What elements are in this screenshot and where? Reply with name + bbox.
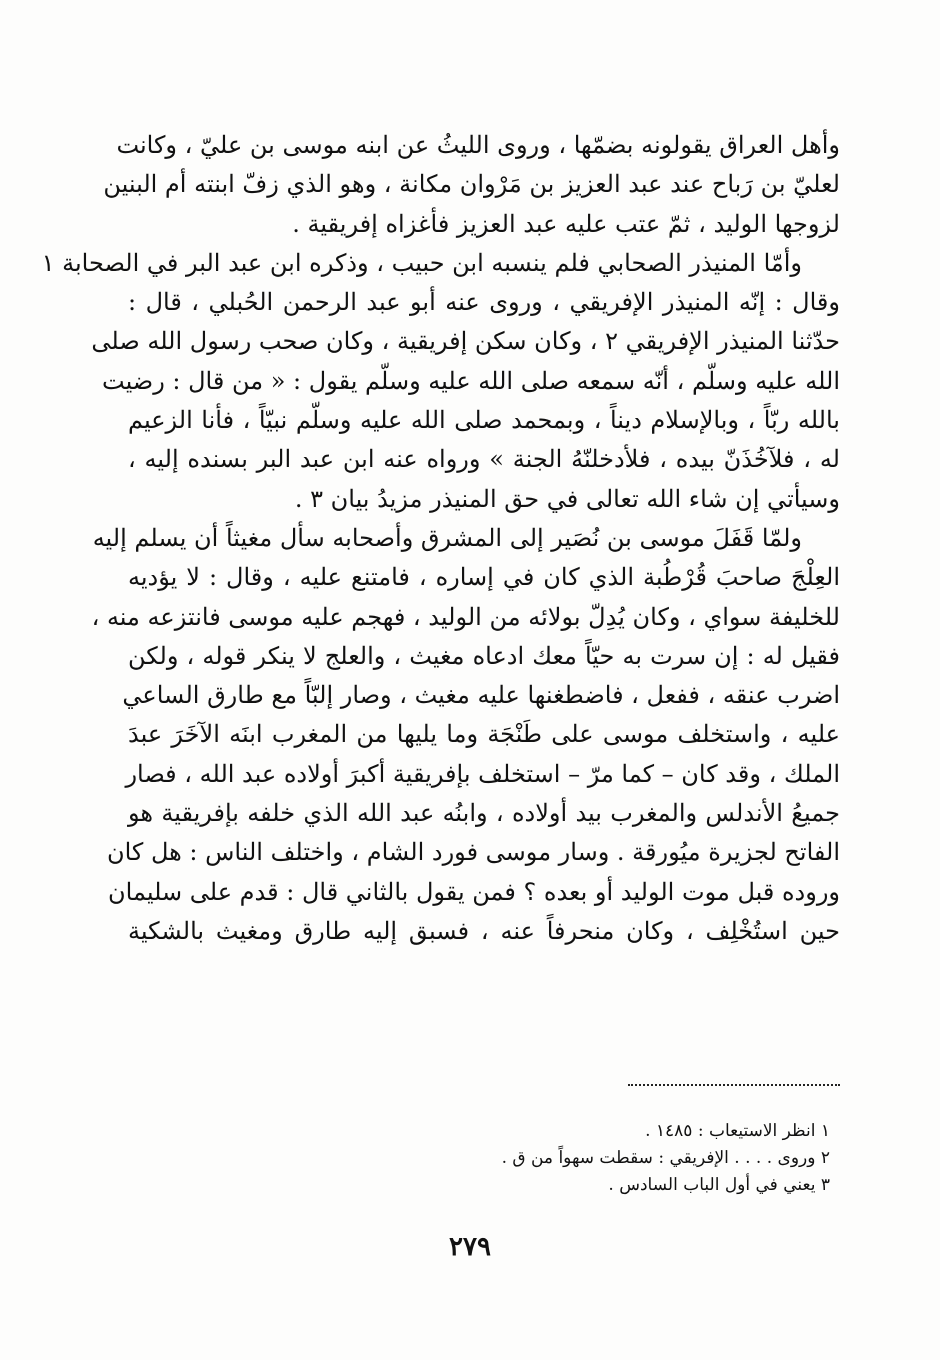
text-line: الفاتح لجزيرة ميُورقة . وسار موسى فورد الشام ، واختلف الناس : هل كان: [106, 838, 840, 867]
footnote-1: ١ انظر الاستيعاب : ١٤٨٥ .: [645, 1121, 830, 1141]
text-line: حدّثنا المنيذر الإفريقي ٢ ، وكان سكن إفريقية ، وكان صحب رسول الله صلى: [91, 327, 840, 356]
text-line: الملك ، وقد كان – كما مرّ – استخلف بإفريقية أكبرَ أولاده عبد الله ، فصار: [125, 759, 840, 788]
footnotes: [300, 1118, 830, 1199]
text-line: العِلْجَ صاحبَ قُرْطُبة الذي كان في إساره ، فامتنع عليه ، وقال : لا يؤديه: [128, 563, 840, 592]
text-line: الله عليه وسلّم ، أنّه سمعه صلى الله عليه وسلّم يقول : « من قال : رضيت: [102, 366, 840, 395]
text-line: اضرب عنقه ، ففعل ، فاضطغنها عليه مغيث ، وصار إلبّاً مع طارق الساعي: [122, 681, 840, 710]
text-line: لعليّ بن رَباح عند عبد العزيز بن مَرْوان مكانة ، وهو الذي زفّ ابنته أم البنين: [103, 170, 840, 199]
footnote-divider: [628, 1084, 840, 1086]
main-text-block: [41, 126, 840, 951]
page-number: ٢٧٩: [449, 1232, 491, 1262]
text-line: وأمّا المنيذر الصحابي فلم ينسبه ابن حبيب ، وذكره ابن عبد البر في الصحابة ١: [41, 248, 802, 277]
text-line: فقيل له : إن سرت به حيّاً معك ادعاه مغيث ، والعلج لا ينكر قوله ، ولكن: [128, 641, 840, 670]
text-line: وقال : إنّه المنيذر الإفريقي ، وروى عنه أبو عبد الرحمن الحُبلي ، قال :: [128, 288, 840, 317]
text-line: جميعُ الأندلس والمغرب بيد أولاده ، وابنُه عبد الله الذي خلفه بإفريقية هو: [128, 799, 840, 828]
text-line: وروده قبل موت الوليد أو بعده ؟ فمن يقول بالثاني قال : قدم على سليمان: [108, 877, 840, 906]
footnote-2: ٢ وروى . . . . الإفريقي : سقطت سهواً من ق .: [501, 1148, 830, 1168]
text-line: بالله ربّاً ، وبالإسلام ديناً ، وبمحمد صلى الله عليه وسلّم نبيّاً ، فأنا الزعيم: [128, 406, 840, 435]
footnote-3: ٣ يعني في أول الباب السادس .: [608, 1175, 830, 1195]
text-line: لزوجها الوليد ، ثمّ عتب عليه عبد العزيز فأغزاه إفريقية .: [292, 209, 840, 238]
text-line: للخليفة سواي ، وكان يُدِلّ بولائه من الوليد ، فهجم عليه موسى فانتزعه منه ،: [91, 602, 840, 631]
text-line: ولمّا قَفَلَ موسى بن نُصَير إلى المشرق وأصحابه سأل مغيثاً أن يسلم إليه: [92, 523, 802, 552]
text-line: وأهل العراق يقولونه بضمّها ، وروى الليثُ عن ابنه موسى بن عليّ ، وكانت: [116, 131, 840, 159]
text-line: عليه ، واستخلف موسى على طَنْجَة وما يليها من المغرب ابنَه الآخَرَ عبدَ: [128, 720, 840, 749]
text-line: وسيأتي إن شاء الله تعالى في حق المنيذر مزيدُ بيان ٣ .: [294, 484, 840, 513]
text-line: له ، فلآخُذَنّ بيده ، فلأدخلنّهُ الجنة » ورواه عنه ابن عبد البر بسنده إليه ،: [128, 445, 840, 474]
text-line: حين استُخْلِف ، وكان منحرفاً عنه ، فسبق إليه طارق ومغيث بالشكية: [128, 916, 840, 945]
